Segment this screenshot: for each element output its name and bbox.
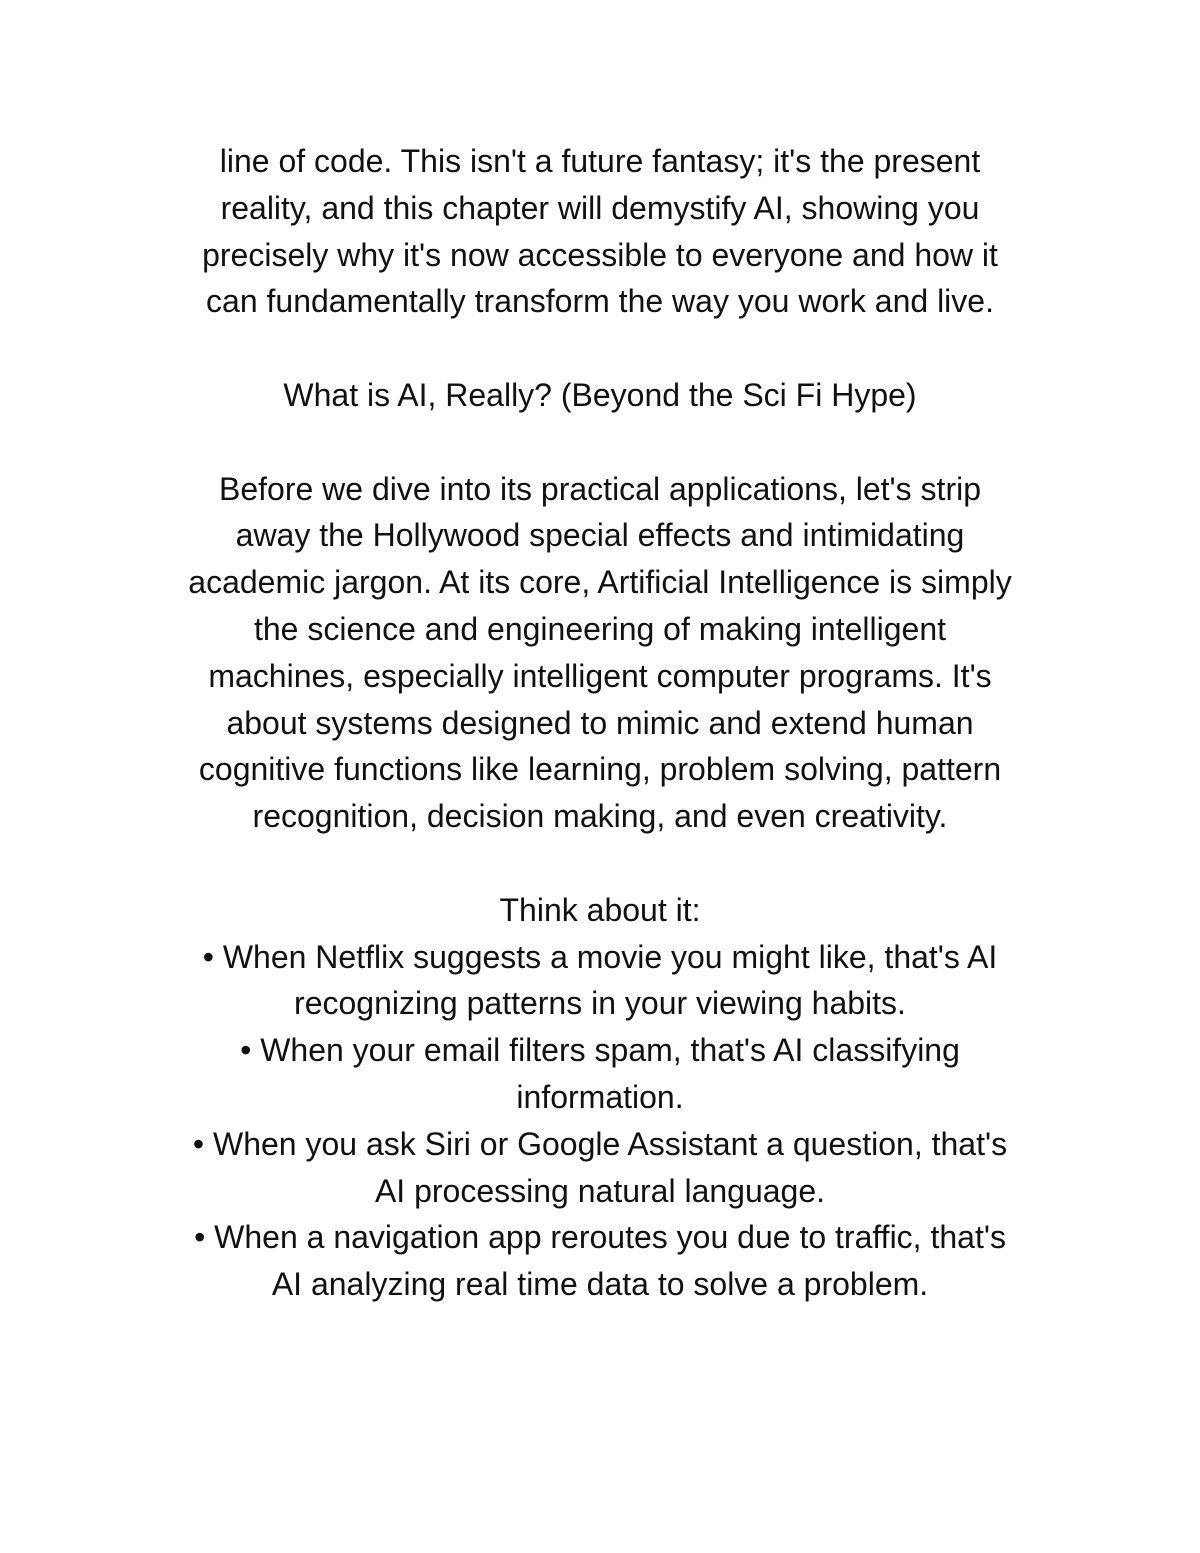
example-line: • When your email filters spam, that's AI classifying [240,1032,960,1069]
intro-line: reality, and this chapter will demystify AI, showing you [220,189,980,226]
example-line: AI analyzing real time data to solve a problem. [271,1266,929,1303]
paragraph-gap [140,325,1060,372]
example-item [140,1027,1060,1121]
section-heading-text: What is AI, Really? (Beyond the Sci Fi Hype) [283,376,917,413]
example-item [140,934,1060,1028]
intro-line: can fundamentally transform the way you work and live. [206,283,994,320]
example-line: • When Netflix suggests a movie you might like, that's AI [202,938,998,975]
definition-line: recognition, decision making, and even creativity. [252,798,948,835]
definition-line: machines, especially intelligent computer programs. It's [208,657,992,694]
paragraph-gap [140,840,1060,887]
example-item [140,1121,1060,1215]
definition-line: academic jargon. At its core, Artificial Intelligence is simply [188,564,1012,601]
document-page [140,138,1060,1308]
example-line: recognizing patterns in your viewing habits. [294,985,906,1022]
example-line: • When you ask Siri or Google Assistant a question, that's [192,1125,1008,1162]
intro-line: line of code. This isn't a future fantasy; it's the present [219,143,981,179]
section-heading [140,372,1060,419]
paragraph-gap [140,419,1060,466]
example-line: • When a navigation app reroutes you due to traffic, that's [194,1219,1006,1256]
intro-line: precisely why it's now accessible to everyone and how it [202,236,998,273]
example-item [140,1214,1060,1308]
definition-paragraph [140,466,1060,840]
definition-line: about systems designed to mimic and extend human [226,704,974,741]
example-line: information. [516,1078,684,1115]
examples-list [140,887,1060,1308]
definition-line: Before we dive into its practical applications, let's strip [218,470,981,507]
definition-line: away the Hollywood special effects and intimidating [235,517,965,554]
examples-lead: Think about it: [499,891,701,928]
definition-line: cognitive functions like learning, problem solving, pattern [198,751,1002,788]
example-line: AI processing natural language. [374,1172,826,1209]
definition-line: the science and engineering of making intelligent [253,610,946,647]
intro-paragraph [140,138,1060,325]
